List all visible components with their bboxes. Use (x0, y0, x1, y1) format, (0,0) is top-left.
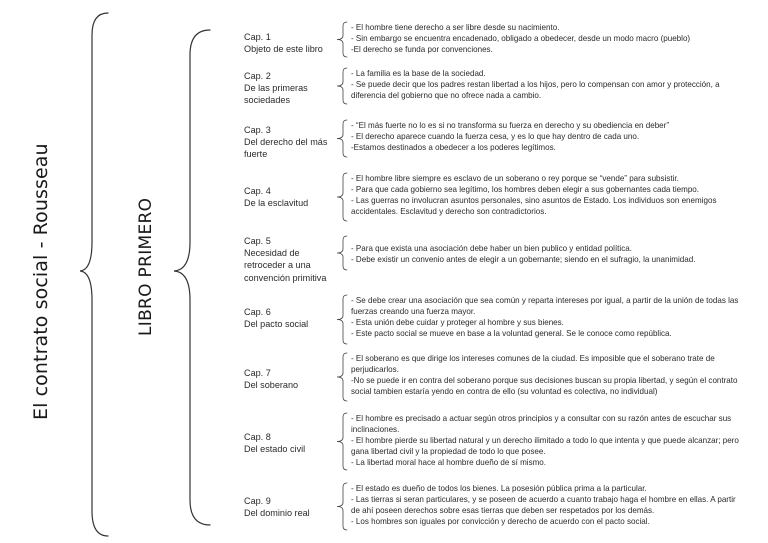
chapter-notes (351, 484, 741, 528)
chapter-number: Cap. 4 (244, 186, 271, 196)
note-item: -Estamos destinados a obedecer a los poderes legítimos. (351, 142, 556, 152)
chapter-label (244, 431, 342, 455)
note-item: - Este pacto social se mueve en base a la voluntad general. Se le conoce como república. (351, 328, 672, 338)
chapter-title: De las primeras sociedades (244, 83, 308, 106)
chapter-label (244, 70, 342, 107)
note-item: - Se debe crear una asociación que sea común y reparta intereses por igual, a partir de la unión de todas las fuerzas creando una fuerza mayor. (351, 296, 739, 316)
note-item: - Las guerras no involucran asuntos personales, sino asuntos de Estado. Los individuos son enemigos accidentales. Esclavitud y derecho son contradictorios. (351, 195, 717, 216)
note-item: -No se puede ir en contra del soberano porque sus decisiones buscan su propia libertad, y según el contrato social tambien estaría yendo en contra de ello (su voluntad es colectiva, no individual) (351, 375, 738, 396)
chapter-title: Del pacto social (244, 319, 309, 330)
note-item: - Se puede decir que los padres restan libertad a los hijos, pero lo compensan con amor y protección, a diferencia del gobierno que no ofrece nada a cambio. (351, 79, 720, 100)
chapter-title: De la esclavitud (244, 198, 309, 209)
chapter-number: Cap. 5 (244, 236, 271, 246)
note-item: - Para que exista una asociación debe haber un bien publico y entidad política. (351, 244, 632, 253)
note-item: - Las tierras si seran particulares, y se poseen de acuerdo a cuanto trabajo haga el hombre en ellas. A partir de ahí poseen derechos sobre esas tierras que deben ser respetados por los demás. (351, 494, 736, 515)
note-item: - El hombre es precisado a actuar según otros principios y a consultar con su razón antes de escuchar sus inclinaciones. (351, 414, 732, 434)
note-item: - Los hombres son iguales por convicción y derecho de acuerdo con el pacto social. (351, 516, 650, 526)
chapter-number: Cap. 7 (244, 368, 271, 378)
chapter-notes (351, 296, 741, 340)
note-item: - “El más fuerte no lo es si no transforma su fuerza en derecho y su obediencia en deber” (351, 121, 670, 130)
chapter-number: Cap. 3 (244, 125, 271, 135)
note-item: - El hombre pierde su libertad natural y un derecho ilimitado a todo lo que intenta y que puede alcanzar; pero gana libertad civil y la propiedad de todo lo que posee. (351, 435, 739, 456)
chapter-label (244, 124, 342, 161)
chapter-number: Cap. 1 (244, 32, 271, 42)
chapter-notes (351, 174, 741, 218)
note-item: - El estado es dueño de todos los bienes. La posesión pública prima a la particular. (351, 484, 647, 493)
note-item: - El soberano es que dirige los intereses comunes de la ciudad. Es imposible que el soberano trate de perjudicarlos. (351, 354, 715, 374)
chapter-number: Cap. 6 (244, 307, 271, 317)
note-item: - El derecho aparece cuando la fuerza cesa, y es lo que hay dentro de cada uno. (351, 131, 640, 141)
chapter-label (244, 306, 342, 330)
chapter-title: Del derecho del más fuerte (244, 137, 328, 160)
chapter-label (244, 495, 342, 519)
chapter-number: Cap. 9 (244, 496, 271, 506)
chapter-notes (351, 23, 741, 56)
chapter-notes (351, 414, 741, 469)
chapter-notes (351, 69, 741, 102)
chapter-number: Cap. 8 (244, 432, 271, 442)
main-title: El contrato social - Rousseau (30, 143, 52, 420)
book-brace (174, 30, 210, 525)
chapter-notes (351, 244, 741, 266)
chapter-label (244, 185, 342, 209)
note-item: -El derecho se funda por convenciones. (351, 44, 493, 54)
chapter-title: Necesidad de retroceder a una convención primitiva (244, 248, 327, 283)
note-item: - Para que cada gobierno sea legítimo, los hombres deben elegir a sus gobernantes cada tiempo. (351, 184, 700, 194)
chapter-title: Del soberano (244, 380, 299, 391)
note-item: - Sin embargo se encuentra encadenado, obligado a obedecer, desde un modo macro (pueblo) (351, 33, 691, 43)
chapter-notes (351, 354, 741, 398)
chapter-label (244, 235, 342, 284)
main-brace (80, 13, 108, 536)
note-item: - Esta unión debe cuidar y proteger al hombre y sus bienes. (351, 317, 564, 327)
chapter-title: Objeto de este libro (244, 44, 323, 55)
chapter-label (244, 367, 342, 391)
chapter-title: Del estado civil (244, 444, 306, 455)
note-item: - El hombre tiene derecho a ser libre desde su nacimiento. (351, 23, 560, 32)
book-title: LIBRO PRIMERO (136, 197, 156, 336)
note-item: - El hombre libre siempre es esclavo de un soberano o rey porque se “vende” para subsistir. (351, 174, 679, 183)
note-item: - Debe existir un convenio antes de elegir a un gobernante; siendo en el sufragio, la unanimidad. (351, 254, 696, 264)
chapter-label (244, 31, 342, 55)
chapter-title: Del dominio real (244, 508, 310, 519)
note-item: - La libertad moral hace al hombre dueño de sí mismo. (351, 457, 547, 467)
chapter-number: Cap. 2 (244, 71, 271, 81)
note-item: - La familia es la base de la sociedad. (351, 69, 486, 78)
chapter-notes (351, 121, 741, 154)
